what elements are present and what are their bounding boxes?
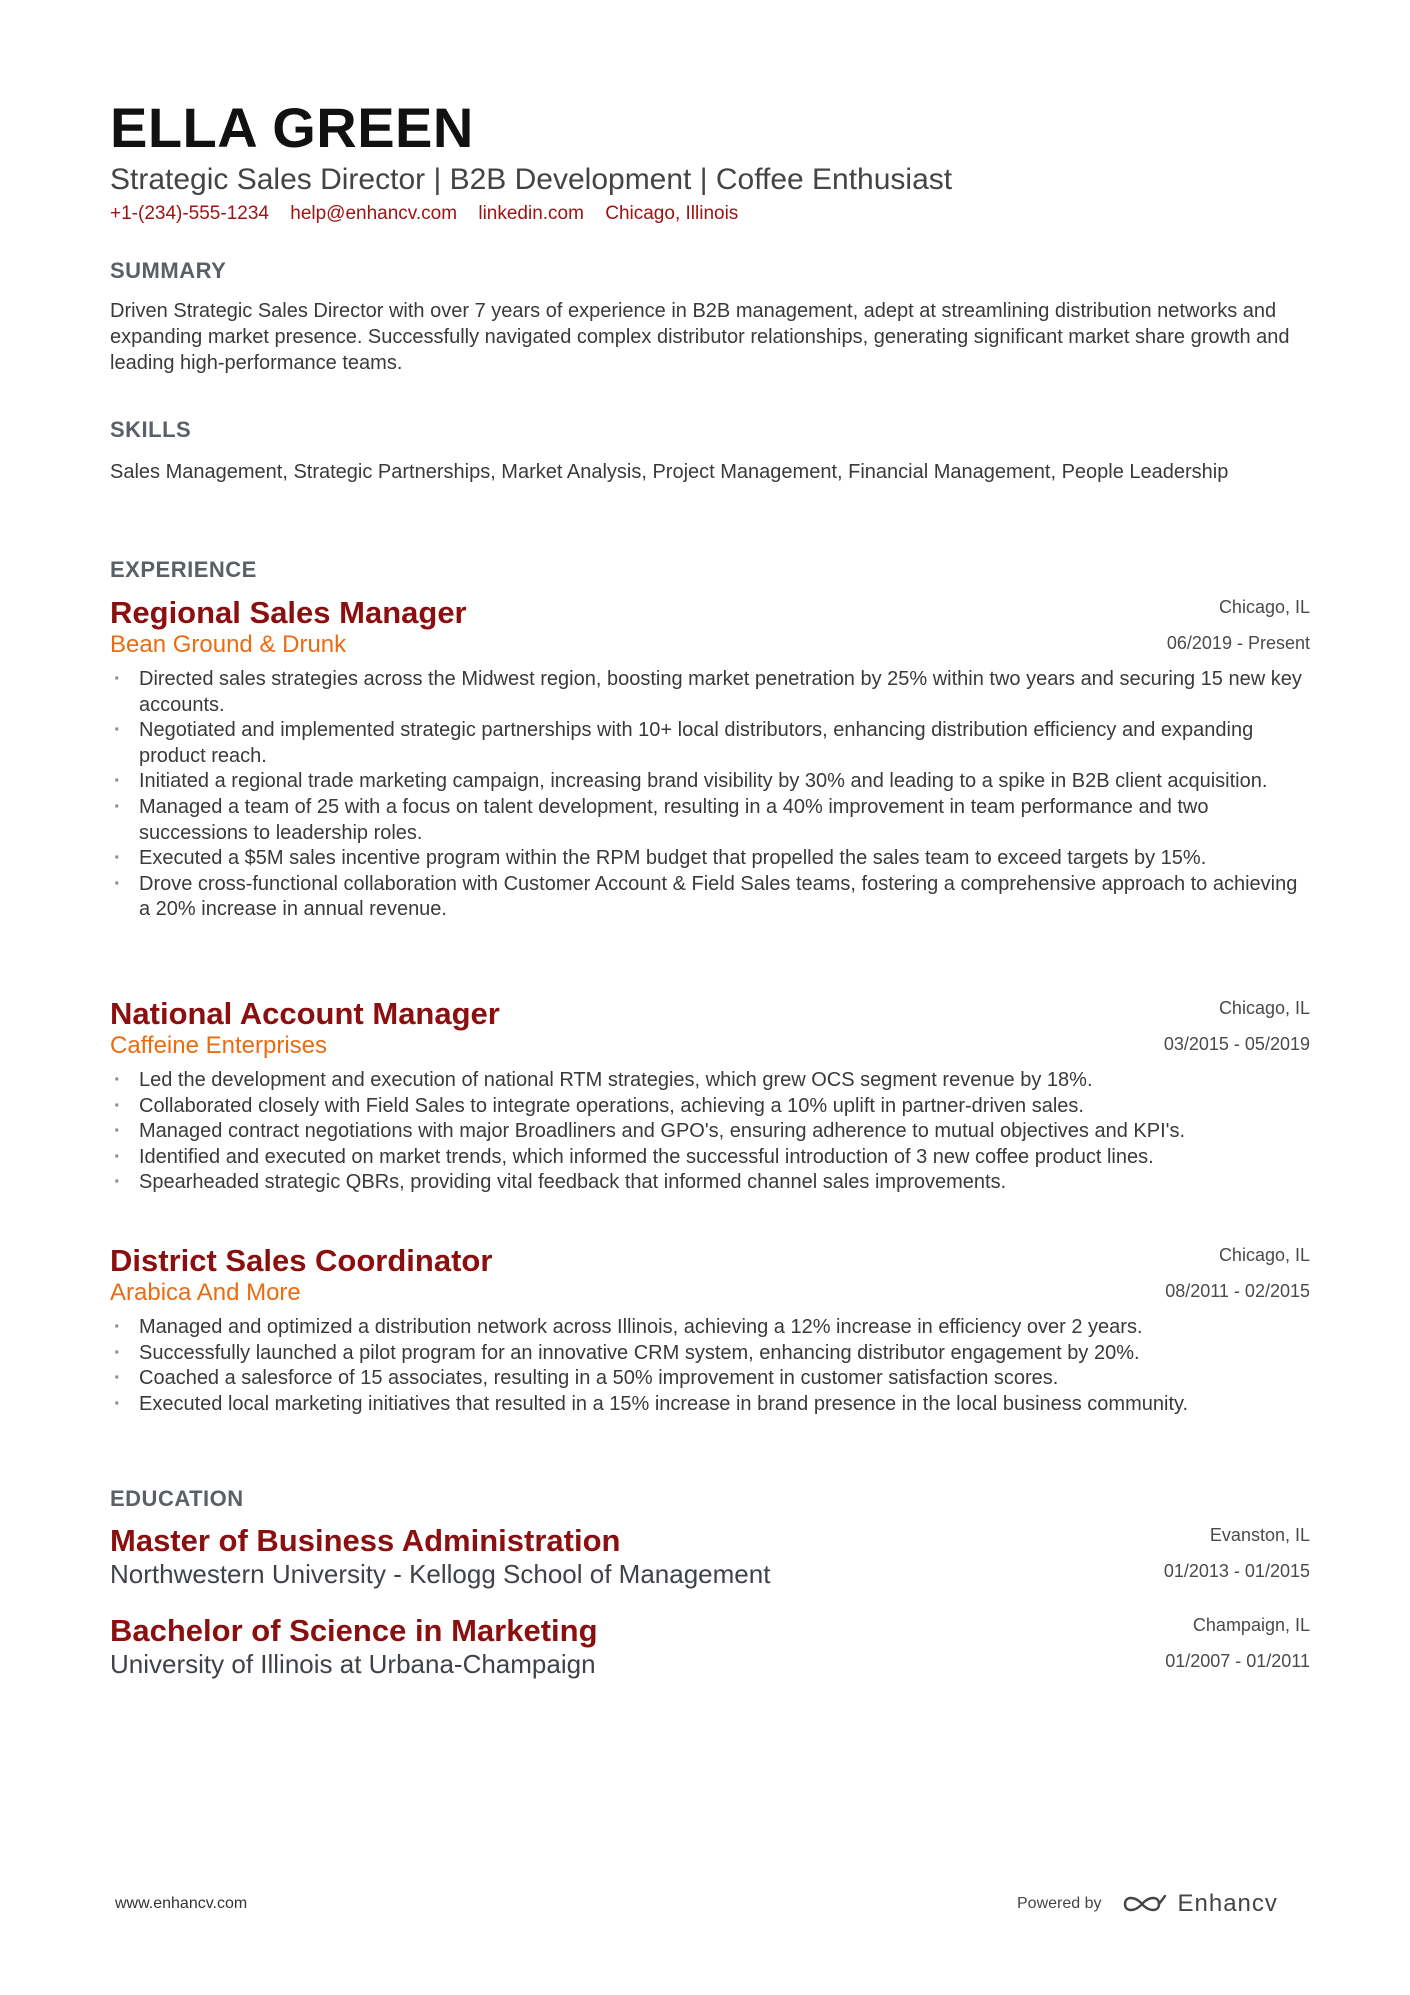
job-bullets bbox=[110, 667, 1310, 923]
job-title: Regional Sales Manager bbox=[110, 595, 467, 630]
resume-tagline: Strategic Sales Director | B2B Development | Coffee Enthusiast bbox=[110, 163, 953, 196]
summary-text: Driven Strategic Sales Director with over 7 years of experience in B2B management, adept at streamlining distribution networks and expanding market presence. Successfully navigated complex distributor relationships, generating significant market share growth and leading high-performance teams. bbox=[110, 300, 1290, 374]
powered-by-badge[interactable] bbox=[1017, 1880, 1278, 1928]
bullet-item: · Collaborated closely with Field Sales to integrate operations, achieving a 10% uplift in partner-driven sales. bbox=[110, 1094, 1310, 1120]
job-title: National Account Manager bbox=[110, 996, 500, 1031]
job-dates: 08/2011 - 02/2015 bbox=[1165, 1281, 1310, 1301]
resume-name: ELLA GREEN bbox=[110, 96, 474, 159]
degree-title: Bachelor of Science in Marketing bbox=[110, 1613, 598, 1648]
job-location: Chicago, IL bbox=[1218, 1245, 1310, 1265]
skills-heading: SKILLS bbox=[110, 417, 192, 442]
powered-by-text: Powered by bbox=[1017, 1895, 1102, 1912]
bullet-item: · Executed a $5M sales incentive program within the RPM budget that propelled the sales team to exceed targets by 15%. bbox=[110, 846, 1310, 872]
bullet-item: · Managed contract negotiations with major Broadliners and GPO's, ensuring adherence to mutual objectives and KPI's. bbox=[110, 1119, 1310, 1145]
skills-text: Sales Management, Strategic Partnerships, Market Analysis, Project Management, Financial Management, People Leadership bbox=[110, 461, 1229, 483]
job-title: District Sales Coordinator bbox=[110, 1243, 493, 1278]
enhancv-logo bbox=[1122, 1890, 1278, 1918]
job-company: Caffeine Enterprises bbox=[110, 1032, 328, 1059]
bullet-item: · Identified and executed on market trends, which informed the successful introduction of 3 new coffee product lines. bbox=[110, 1145, 1310, 1171]
bullet-item: · Spearheaded strategic QBRs, providing vital feedback that informed channel sales improvements. bbox=[110, 1170, 1310, 1196]
job-dates: 06/2019 - Present bbox=[1166, 633, 1310, 653]
bullet-item: · Executed local marketing initiatives that resulted in a 15% increase in brand presence in the local business community. bbox=[110, 1392, 1310, 1418]
bullet-item: · Led the development and execution of national RTM strategies, which grew OCS segment revenue by 18%. bbox=[110, 1068, 1310, 1094]
job-bullets bbox=[110, 1315, 1310, 1417]
linkedin-link[interactable]: linkedin.com bbox=[478, 203, 584, 224]
degree-title: Master of Business Administration bbox=[110, 1523, 621, 1558]
school-name: University of Illinois at Urbana-Champaign bbox=[110, 1649, 596, 1679]
experience-heading: EXPERIENCE bbox=[110, 557, 257, 582]
bullet-item: · Initiated a regional trade marketing campaign, increasing brand visibility by 30% and leading to a spike in B2B client acquisition. bbox=[110, 769, 1310, 795]
education-dates: 01/2007 - 01/2011 bbox=[1165, 1651, 1310, 1671]
job-dates: 03/2015 - 05/2019 bbox=[1163, 1034, 1310, 1054]
bullet-item: · Coached a salesforce of 15 associates, resulting in a 50% improvement in customer satisfaction scores. bbox=[110, 1366, 1310, 1392]
bullet-item: · Directed sales strategies across the Midwest region, boosting market penetration by 25% within two years and securing 15 new key accounts. bbox=[110, 667, 1310, 718]
email-link[interactable]: help@enhancv.com bbox=[290, 203, 458, 224]
school-name: Northwestern University - Kellogg School of Management bbox=[110, 1559, 771, 1589]
bullet-item: · Managed a team of 25 with a focus on talent development, resulting in a 40% improvement in team performance and two successions to leadership roles. bbox=[110, 795, 1310, 846]
bullet-item: · Successfully launched a pilot program for an innovative CRM system, enhancing distributor engagement by 20%. bbox=[110, 1341, 1310, 1367]
education-heading: EDUCATION bbox=[110, 1486, 244, 1511]
phone-link[interactable]: +1-(234)-555-1234 bbox=[110, 203, 269, 224]
education-dates: 01/2013 - 01/2015 bbox=[1163, 1561, 1310, 1581]
enhancv-logo-icon bbox=[1122, 1892, 1168, 1916]
location-text: Chicago, Illinois bbox=[605, 203, 739, 224]
bullet-item: · Negotiated and implemented strategic partnerships with 10+ local distributors, enhancing distribution efficiency and expanding product reach. bbox=[110, 718, 1310, 769]
summary-heading: SUMMARY bbox=[110, 258, 227, 283]
contact-info bbox=[110, 202, 754, 226]
footer-website-link[interactable]: www.enhancv.com bbox=[115, 1895, 248, 1912]
brand-name: Enhancv bbox=[1177, 1890, 1278, 1917]
job-company: Bean Ground & Drunk bbox=[110, 631, 347, 658]
job-company: Arabica And More bbox=[110, 1279, 301, 1306]
job-location: Chicago, IL bbox=[1218, 597, 1310, 617]
bullet-item: · Drove cross-functional collaboration with Customer Account & Field Sales teams, fostering a comprehensive approach to achieving a 20% increase in annual revenue. bbox=[110, 872, 1310, 923]
education-location: Champaign, IL bbox=[1192, 1615, 1310, 1635]
education-location: Evanston, IL bbox=[1209, 1525, 1310, 1545]
job-location: Chicago, IL bbox=[1218, 998, 1310, 1018]
bullet-item: · Managed and optimized a distribution network across Illinois, achieving a 12% increase in efficiency over 2 years. bbox=[110, 1315, 1310, 1341]
job-bullets bbox=[110, 1068, 1310, 1196]
